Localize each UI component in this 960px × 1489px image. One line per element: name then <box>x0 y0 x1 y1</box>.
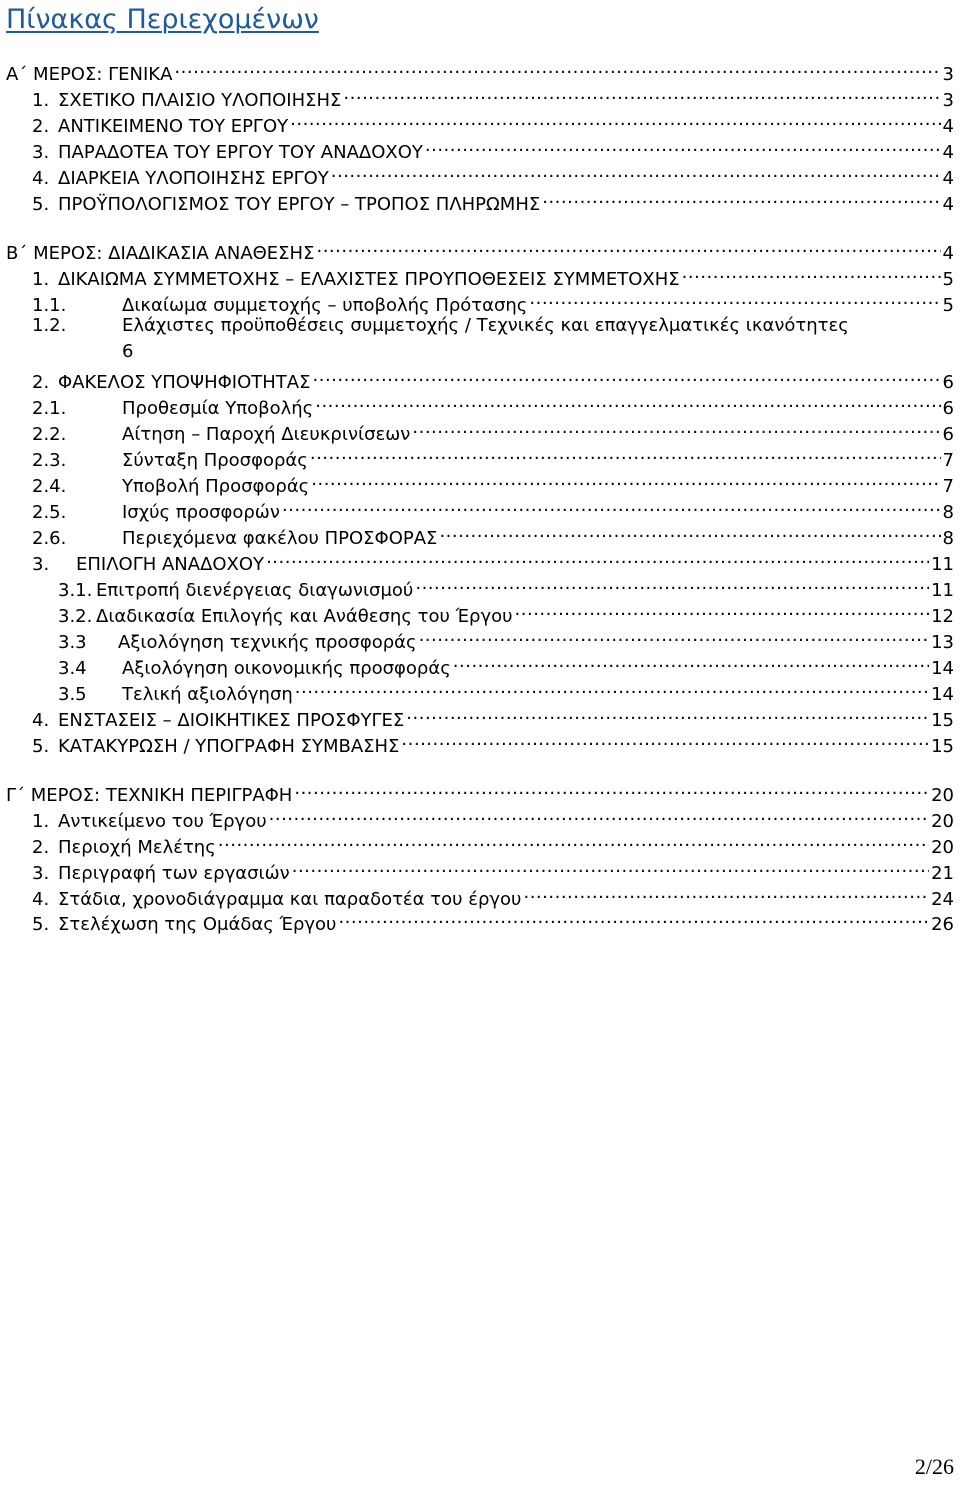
toc-entry-text: Σύνταξη Προσφοράς <box>122 450 308 471</box>
toc-entry-number: 3.1. <box>58 580 93 601</box>
toc-entry[interactable] <box>32 390 954 419</box>
toc-entry-text: Ελάχιστες προϋποθέσεις συμμετοχής / Τεχνικές και επαγγελματικές ικανότητες <box>122 315 849 336</box>
toc-entry-page: 21 <box>931 863 954 884</box>
toc-entry-wrapped[interactable] <box>32 313 954 365</box>
toc-entry-page: 11 <box>931 554 954 575</box>
toc-leader <box>310 442 941 466</box>
toc-entry-number: 3. <box>32 554 50 575</box>
toc-leader <box>292 855 929 879</box>
toc-entry-page: 6 <box>942 424 954 445</box>
toc-leader <box>415 572 929 596</box>
toc-entry[interactable] <box>32 546 954 575</box>
toc-entry-number: 3. <box>32 863 50 884</box>
toc-leader <box>331 160 941 184</box>
toc-entry-text: Ισχύς προσφορών <box>122 502 280 523</box>
toc-entry-text: ΣΧΕΤΙΚΟ ΠΛΑΙΣΙΟ ΥΛΟΠΟΙΗΣΗΣ <box>58 90 342 111</box>
toc-leader <box>282 494 941 518</box>
toc-entry[interactable] <box>58 624 954 653</box>
toc-entry-page: 3 <box>942 90 954 111</box>
toc-entry[interactable] <box>32 468 954 497</box>
toc-entry-number: 5. <box>32 194 50 215</box>
toc-leader <box>315 390 940 414</box>
toc-entry-page: 5 <box>942 295 954 316</box>
toc-entry[interactable] <box>58 572 954 601</box>
toc-entry-page: 8 <box>942 528 954 549</box>
toc-entry-text: ΦΑΚΕΛΟΣ ΥΠΟΨΗΦΙΟΤΗΤΑΣ <box>58 372 311 393</box>
toc-entry-number: 4. <box>32 168 50 189</box>
toc-leader <box>523 881 929 905</box>
toc-entry-page: 14 <box>931 684 954 705</box>
toc-entry-text: ΕΠΙΛΟΓΗ ΑΝΑΔΟΧΟΥ <box>76 554 265 575</box>
toc-leader <box>412 416 940 440</box>
toc-entry-text: Υποβολή Προσφοράς <box>122 476 310 497</box>
toc-entry-page: 8 <box>942 502 954 523</box>
toc-entry[interactable] <box>32 261 954 290</box>
toc-entry-page: 13 <box>931 632 954 653</box>
toc-entry-page: 15 <box>931 710 954 731</box>
toc-entry-page: 20 <box>931 785 954 806</box>
toc-entry-number: 2.1. <box>32 398 67 419</box>
toc-leader <box>338 906 929 930</box>
toc-entry-page: 14 <box>931 658 954 679</box>
toc-leader <box>290 108 940 132</box>
toc-entry-number: 5. <box>32 736 50 757</box>
toc-entry[interactable] <box>32 108 954 137</box>
toc-entry-page: 4 <box>942 168 954 189</box>
toc-entry-text: Αξιολόγηση τεχνικής προσφοράς <box>118 632 417 653</box>
toc-entry-page: 6 <box>942 398 954 419</box>
toc-entry-page: 7 <box>942 476 954 497</box>
toc-entry-text: Α΄ ΜΕΡΟΣ: ΓΕΝΙΚΑ <box>6 64 173 85</box>
toc-leader <box>419 624 930 648</box>
toc-leader <box>439 520 940 544</box>
toc-entry-text: Διαδικασία Επιλογής και Ανάθεσης του Έργου <box>96 606 513 627</box>
toc-entry-number: 2.2. <box>32 424 67 445</box>
toc-entry[interactable] <box>32 364 954 393</box>
toc-entry-text: Στάδια, χρονοδιάγραμμα και παραδοτέα του έργου <box>58 889 522 910</box>
toc-entry[interactable] <box>32 520 954 549</box>
toc-entry-text: Αξιολόγηση οικονομικής προσφοράς <box>122 658 451 679</box>
toc-entry-number: 3.3 <box>58 632 87 653</box>
toc-leader <box>453 650 929 674</box>
toc-entry-text: Στελέχωση της Ομάδας Έργου <box>58 914 337 935</box>
toc-entry-text: Επιτροπή διενέργειας διαγωνισμού <box>96 580 414 601</box>
toc-entry-page: 5 <box>942 269 954 290</box>
toc-entry[interactable] <box>32 186 954 215</box>
toc-entry-page: 7 <box>942 450 954 471</box>
toc-entry-page: 6 <box>122 341 134 362</box>
toc-entry-number: 4. <box>32 710 50 731</box>
toc-entry-text: ΕΝΣΤΑΣΕΙΣ – ΔΙΟΙΚΗΤΙΚΕΣ ΠΡΟΣΦΥΓΕΣ <box>58 710 405 731</box>
toc-entry-page: 20 <box>931 811 954 832</box>
toc-entry-text: Γ΄ ΜΕΡΟΣ: ΤΕΧΝΙΚΗ ΠΕΡΙΓΡΑΦΗ <box>6 785 293 806</box>
toc-leader <box>406 702 929 726</box>
toc-part-c[interactable] <box>6 777 954 806</box>
toc-entry-page: 24 <box>931 889 954 910</box>
toc-entry[interactable] <box>32 134 954 163</box>
toc-leader <box>311 468 940 492</box>
toc-entry-page: 15 <box>931 736 954 757</box>
toc-entry-number: 3.5 <box>58 684 87 705</box>
toc-leader <box>295 676 929 700</box>
toc-entry[interactable] <box>32 906 954 935</box>
toc-entry-number: 5. <box>32 914 50 935</box>
toc-leader <box>218 829 929 853</box>
toc-entry-page: 4 <box>942 243 954 264</box>
toc-entry-page: 4 <box>942 116 954 137</box>
toc-entry-page: 26 <box>931 914 954 935</box>
toc-entry-number: 2.3. <box>32 450 67 471</box>
toc-entry-number: 2.5. <box>32 502 67 523</box>
toc-entry-page: 4 <box>942 194 954 215</box>
toc-entry-number: 4. <box>32 889 50 910</box>
toc-entry-text: ΚΑΤΑΚΥΡΩΣΗ / ΥΠΟΓΡΑΦΗ ΣΥΜΒΑΣΗΣ <box>58 736 400 757</box>
toc-entry[interactable] <box>32 702 954 731</box>
toc-leader <box>515 598 930 622</box>
toc-entry-text: Περιεχόμενα φακέλου ΠΡΟΣΦΟΡΑΣ <box>122 528 438 549</box>
toc-entry-number: 3.4 <box>58 658 87 679</box>
toc-leader <box>529 287 940 311</box>
toc-entry-number: 1. <box>32 269 50 290</box>
toc-entry-number: 2.4. <box>32 476 67 497</box>
toc-entry[interactable] <box>32 829 954 858</box>
toc-entry-number: 1. <box>32 90 50 111</box>
toc-leader <box>269 803 929 827</box>
toc-entry-number: 2. <box>32 116 50 137</box>
toc-entry-number: 3. <box>32 142 50 163</box>
toc-entry-number: 3.2. <box>58 606 93 627</box>
toc-entry-page: 12 <box>931 606 954 627</box>
toc-entry[interactable] <box>32 442 954 471</box>
toc-entry-page: 3 <box>942 64 954 85</box>
toc-entry-text: ΠΑΡΑΔΟΤΕΑ ΤΟΥ ΕΡΓΟΥ ΤΟΥ ΑΝΑΔΟΧΟΥ <box>58 142 423 163</box>
toc-entry[interactable] <box>32 416 954 445</box>
toc-leader <box>343 82 940 106</box>
page-indicator: 2/26 <box>914 1454 954 1479</box>
toc-leader <box>316 235 940 259</box>
toc-entry-number: 1. <box>32 811 50 832</box>
toc-entry-text: ΠΡΟΫΠΟΛΟΓΙΣΜΟΣ ΤΟΥ ΕΡΓΟΥ – ΤΡΟΠΟΣ ΠΛΗΡΩΜΗΣ <box>58 194 541 215</box>
toc-entry-page: 20 <box>931 837 954 858</box>
toc-leader <box>542 186 940 210</box>
toc-entry-text: Προθεσμία Υποβολής <box>122 398 314 419</box>
toc-entry-page: 4 <box>942 142 954 163</box>
toc-leader <box>425 134 941 158</box>
toc-part-b[interactable] <box>6 235 954 264</box>
toc-entry-text: Αντικείμενο του Έργου <box>58 811 267 832</box>
toc-entry[interactable] <box>32 82 954 111</box>
toc-part-a[interactable] <box>6 56 954 85</box>
toc-entry[interactable] <box>58 676 954 705</box>
toc-entry[interactable] <box>58 598 954 627</box>
toc-leader <box>266 546 929 570</box>
toc-entry-number: 2.6. <box>32 528 67 549</box>
toc-entry[interactable] <box>58 650 954 679</box>
toc-entry-page: 6 <box>942 372 954 393</box>
page-title: Πίνακας Περιεχομένων <box>6 4 319 35</box>
toc-entry-page: 11 <box>931 580 954 601</box>
toc-leader <box>294 777 929 801</box>
toc-entry-number: 2. <box>32 837 50 858</box>
toc-leader <box>401 728 929 752</box>
toc-entry-text: Αίτηση – Παροχή Διευκρινίσεων <box>122 424 411 445</box>
toc-entry[interactable] <box>32 494 954 523</box>
toc-entry-text: ΔΙΑΡΚΕΙΑ ΥΛΟΠΟΙΗΣΗΣ ΕΡΓΟΥ <box>58 168 329 189</box>
toc-leader <box>682 261 941 285</box>
toc-entry[interactable] <box>32 803 954 832</box>
toc-leader <box>313 364 941 388</box>
toc-entry[interactable] <box>32 728 954 757</box>
toc-entry-number: 1.2. <box>32 315 67 336</box>
toc-entry[interactable] <box>32 287 954 316</box>
toc-entry-number: 1.1. <box>32 295 67 316</box>
toc-entry-text: Δικαίωμα συμμετοχής – υποβολής Πρότασης <box>122 295 528 316</box>
toc-entry-number: 2. <box>32 372 50 393</box>
toc-entry-text: Β΄ ΜΕΡΟΣ: ΔΙΑΔΙΚΑΣΙΑ ΑΝΑΘΕΣΗΣ <box>6 243 315 264</box>
toc-leader <box>174 56 940 80</box>
toc-entry[interactable] <box>32 881 954 910</box>
toc-entry-text: ΑΝΤΙΚΕΙΜΕΝΟ ΤΟΥ ΕΡΓΟΥ <box>58 116 289 137</box>
toc-entry-text: ΔΙΚΑΙΩΜΑ ΣΥΜΜΕΤΟΧΗΣ – ΕΛΑΧΙΣΤΕΣ ΠΡΟΥΠΟΘΕΣΕΙΣ ΣΥΜΜΕΤΟΧΗΣ <box>58 269 680 290</box>
toc-entry-text: Τελική αξιολόγηση <box>122 684 293 705</box>
toc-entry[interactable] <box>32 855 954 884</box>
toc-entry-text: Περιοχή Μελέτης <box>58 837 216 858</box>
toc-entry[interactable] <box>32 160 954 189</box>
toc-entry-text: Περιγραφή των εργασιών <box>58 863 290 884</box>
